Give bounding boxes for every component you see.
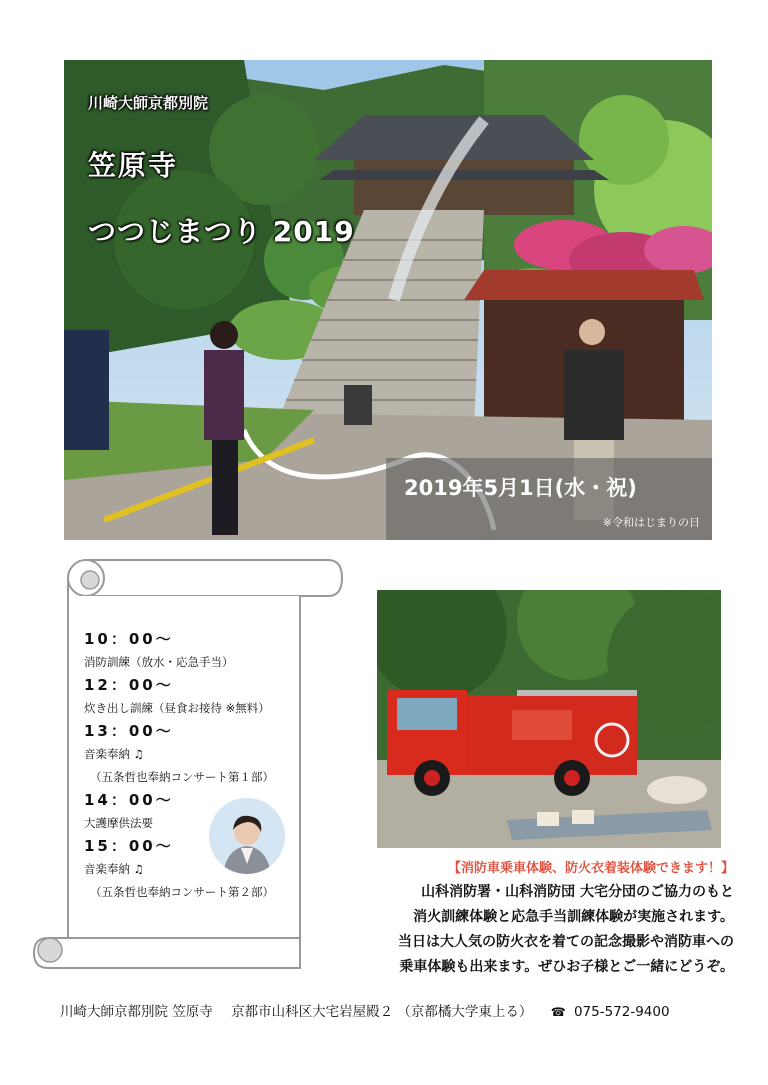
schedule-time: 13：00〜 [84,722,174,740]
notice-line: 乗車体験も出来ます。ぜひお子様とご一緒にどうぞ。 [399,959,734,975]
date-note: ※令和はじまりの日 [602,516,700,529]
schedule-sub: （五条哲也奉納コンサート第１部） [90,770,274,784]
schedule-desc: 大護摩供法要 [84,816,153,830]
schedule-desc: 炊き出し訓練（昼食お接待 ※無料） [84,701,270,715]
footer-address: 京都市山科区大宅岩屋殿２ （京都橘大学東上る） [231,1004,533,1020]
schedule-desc: 音楽奉納 ♫ [84,747,144,761]
hero-photo [64,60,712,540]
performer-avatar [209,798,285,874]
temple-name: 笠原寺 [88,149,179,182]
fire-truck-illustration [377,590,721,848]
schedule-time: 15：00〜 [84,837,174,855]
subtitle-text: 川崎大師京都別院 [88,94,209,112]
notice-line: 消火訓練体験と応急手当訓練体験が実施されます。 [413,909,734,925]
schedule-time: 14：00〜 [84,791,174,809]
notice-line: 当日は大人気の防火衣を着ての記念撮影や消防車への [398,934,734,950]
notice-block [332,858,734,980]
date-banner [386,458,712,540]
event-date: 2019年5月1日(水・祝) [404,476,637,500]
schedule-time: 10：00〜 [84,630,174,648]
schedule-desc: 消防訓練（放水・応急手当） [84,655,234,669]
footer [60,1000,684,1020]
footer-org: 川崎大師京都別院 笠原寺 [60,1004,213,1020]
notice-line: 山科消防署・山科消防団 大宅分団のご協力のもと [421,884,734,900]
fire-truck-photo [377,590,721,848]
notice-title: 【消防車乗車体験、防火衣着装体験できます！】 [447,861,734,876]
schedule-sub: （五条哲也奉納コンサート第２部） [90,885,274,899]
footer-phone: 075-572-9400 [573,1004,670,1020]
telephone-icon: ☎ [550,1005,566,1019]
schedule-time: 12：00〜 [84,676,174,694]
festival-name: つつじまつり 2019 [88,215,355,248]
schedule-desc: 音楽奉納 ♫ [84,862,144,876]
